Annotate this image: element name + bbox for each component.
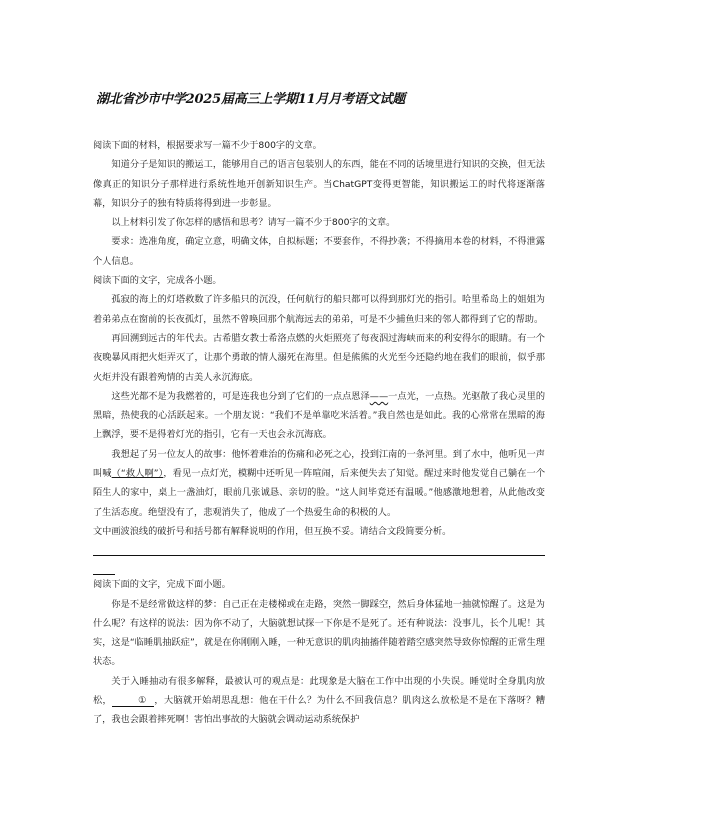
writing-intro: 阅读下面的材料，根据要求写一篇不少于800字的文章。 xyxy=(93,140,322,151)
reading1-question: 文中画波浪线的破折号和括号都有解释说明的作用，但互换不妥。请结合文段简要分析。 xyxy=(93,525,452,537)
reading1-paragraph-4 xyxy=(93,445,545,522)
reading1-intro: 阅读下面的文字，完成各小题。 xyxy=(93,275,222,287)
reading1-p3-text-b: 一点光，一点热。光驱散了我心灵里的黑暗，热使我的心活跃起来。一个朋友说：“我们不是单靠吃米活着。”我自然也是如此。我的心常常在黑暗的海上飘浮，要不是得着灯光的指引，它有一天也会永沉海底。 xyxy=(93,390,546,441)
reading1-paragraph-3 xyxy=(93,387,545,445)
reading2-intro: 阅读下面的文字，完成下面小题。 xyxy=(93,579,231,591)
fill-blank-1[interactable]: ① xyxy=(112,695,154,707)
reading1-p4-text-b: ，看见一点灯光，模糊中还听见一阵喧闹，后来便失去了知觉。醒过来时他发觉自己躺在一个陌生人的家中，桌上一盏油灯，眼前几张诚恳、亲切的脸。“这人间毕竟还有温暖。”他感激地想着，从此他改变了生活态度。绝望没有了，悲观消失了，他成了一个热爱生命的积极的人。 xyxy=(93,468,546,518)
writing-material: 知道分子是知识的搬运工，能够用自己的语言包装别人的东西，能在不同的话境里进行知识的交换，但无法像真正的知识分子那样进行系统性地开创新知识生产。当ChatGPT变得更智能，知识搬运工的时代将逐渐落幕，知识分子的独有特质将得到进一步彰显。 xyxy=(93,159,545,209)
writing-prompt: 以上材料引发了你怎样的感悟和思考？请写一篇不少于800字的文章。 xyxy=(111,217,396,229)
reading1-paragraph-2: 再回溯到远古的年代去。古希腊女教士希洛点燃的火炬照亮了每夜泅过海峡而来的利安得尔的眼睛。有一个夜晚暴风雨把火炬弄灭了，让那个勇敢的情人溺死在海里。但是熊熊的火光至今还隐约地在我们的眼前，似乎那火炬并没有跟着殉情的古美人永沉海底。 xyxy=(93,332,545,383)
reading1-p3-text-a: 这些光都不是为我燃着的，可是连我也分到了它们的一点点恩泽 xyxy=(111,390,370,402)
writing-requirements: 要求：选准角度，确定立意，明确文体，自拟标题；不要套作，不得抄袭；不得摘用本卷的材料，不得泄露个人信息。 xyxy=(93,236,545,267)
reading2-paragraph-2 xyxy=(93,672,545,730)
document-title: 湖北省沙市中学2025届高三上学期11月月考语文试题 xyxy=(96,92,406,107)
answer-line xyxy=(93,555,545,556)
document-body xyxy=(93,136,545,730)
reading2-p2-text-a: 关于入睡抽动有很多解释，最被认可的观点是：此现象是大脑在工作中出现的小失误。睡觉时全身肌肉放松， xyxy=(93,675,545,707)
reading1-p4-text-a: 我想起了另一位友人的故事：他怀着难治的伤痛和必死之心，投到江南的一条河里。到了水中，他听见一声叫喊 xyxy=(93,448,545,480)
reading2-p2-text-b: ，大脑就开始胡思乱想：他在干什么？为什么不回我信息？肌肉这么放松是不是在下落呀？糟了，我也会跟着摔死啊！害怕出事故的大脑就会调动运动系统保护 xyxy=(93,695,546,726)
reading1-paragraph-1: 孤寂的海上的灯塔救数了许多船只的沉没，任何航行的船只都可以得到那灯光的指引。哈里希岛上的姐姐为着弟弟点在窗前的长夜孤灯，虽然不曾唤回那个航海远去的弟弟，可是不少捕鱼归来的邻人都得到了它的帮助。 xyxy=(93,294,545,325)
reading2-paragraph-1: 你是不是经常做这样的梦：自己正在走楼梯或在走路，突然一脚踩空，然后身体猛地一抽就惊醒了。这是为什么呢？有这样的说法：因为你不动了，大脑就想试探一下你是不是死了。还有种说法：没事儿，长个儿呢！其实，这是“临睡肌抽跃症”，就是在你刚刚入睡，一种无意识的肌肉抽搐伴随着踏空感突然导致你惊醒的正常生理状态。 xyxy=(93,598,545,668)
underlined-parenthesis: （“救人啊”） xyxy=(111,468,164,480)
wavy-dash: —— xyxy=(369,390,389,402)
